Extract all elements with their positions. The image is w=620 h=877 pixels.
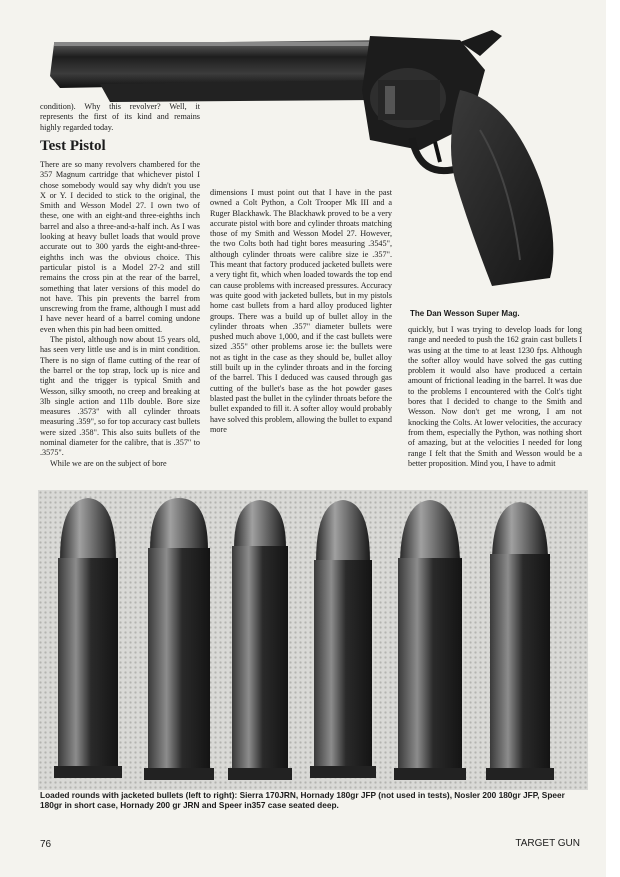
cartridge-2	[144, 498, 214, 780]
article-column-middle	[210, 188, 392, 486]
cartridge-1	[54, 498, 122, 778]
article-paragraph: dimensions I must point out that I have in the past owned a Colt Python, a Colt Trooper Mk III and a Ruger Blackhawk. The Blackhawk proved to be a very accurate pistol with bore and cylinder throats matching those of my Smith and Wesson Model 27. However, the two Colts both had tight bores measuring .3545", although cylinder throats were calibre size ie .357". This meant that factory produced jacketed bullets were a very tight fit, which when loaded towards the top end can cause problems with increased pressures. Accuracy was quite good with jacketed bullets, but in my pistols home cast bullets from a hard alloy produced lighter groups. There was a build up of bullet alloy in the cylinder throats when .357" diameter bullets were pushed much above 1,000, and if the cast bullets were sized .355" other problems arose ie: the bullets were not as tight in the case as they should be, bullet alloy still built up in the cylinder throats and in the forcing of the barrel. This I deduced was caused through gas cutting of the bullet's base as the hot powder gases blasted past the bullet in the cylinder throats before the bullet expanded to fill it. A softer alloy would probably have solved this problem, allowing the bullet to expand more	[210, 188, 392, 434]
article-paragraph: The pistol, although now about 15 years old, has seen very little use and is in mint condition. There is no sign of flame cutting of the rear of the barrel or the top strap, lock up is nice and tight and the trigger is typical Smith and Wesson, silky smooth, no creep and breaking at 3lb single action and 11lb double. Bore size measures .3573" with all cylinder throats measuring .359", so for top accuracy cast bullets were sized .358". This also suits bullets of the nominal diameter for the calibre, that is .357" to .3575".	[40, 335, 200, 458]
article-column-left	[40, 160, 200, 485]
cartridges-caption: Loaded rounds with jacketed bullets (left to right): Sierra 170JRN, Hornady 180gr JFP (not used in tests), Nosler 200 180gr JFP, Speer 180gr in short case, Hornady 200 gr JRN and Speer in357 case seated deep.	[40, 790, 565, 810]
cartridges-photo	[38, 490, 588, 790]
page-margin-edge	[606, 0, 620, 877]
cartridge-6	[486, 502, 554, 780]
page-number: 76	[40, 839, 52, 850]
revolver-caption: The Dan Wesson Super Mag.	[410, 309, 520, 318]
article-paragraph: While we are on the subject of bore	[50, 458, 167, 468]
cartridge-row	[38, 490, 588, 790]
article-paragraph: quickly, but I was trying to develop loads for long range and needed to push the 162 grain cast bullets I was using at the time to at least 1230 fps. Although the softer alloy would have solved the gas cutting problem it would also have produced a certain amount of frictional leading in the barrel. It was due to the problems I encountered with the Colt's tight bores that I decided to change to the Smith and Wesson. Now don't get me wrong, I am not knocking the Colts. At lower velocities, the accuracy from them, especially the Python, was nothing short of amazing, but at the velocities I needed for long range I felt that the Smith and Wesson would be a better proposition. Mind you, I have to admit	[408, 325, 582, 468]
cartridge-3	[228, 500, 292, 780]
magazine-name: TARGET GUN	[515, 838, 580, 849]
cartridge-5	[394, 500, 466, 780]
cartridge-4	[310, 500, 376, 778]
section-heading: Test Pistol	[40, 138, 106, 154]
article-paragraph: condition). Why this revolver? Well, it represents the first of its kind and remains highly regarded today.	[40, 102, 200, 132]
article-column-right	[408, 325, 582, 495]
article-paragraph: There are so many revolvers chambered for the 357 Magnum cartridge that whichever pistol I chose somebody would say why didn't you use X or Y. I decided to stick to the original, the Smith and Wesson Model 27. I own two of these, one with an eight-and three-eighths inch barrel and also a three-and-a-half inch. As I was looking at heavy bullet loads that would prove accurate out to 300 yards the eight-and-three-eighths inch was the obvious choice. This particular pistol is a Model 27-2 and still remains the cross pin at the rear of the barrel, something that later versions of this model do not have. This pin prevents the barrel from unscrewing from the frame, although I must add I have never heard of a barrel coming undone even when this pin had been omitted.	[40, 160, 200, 334]
